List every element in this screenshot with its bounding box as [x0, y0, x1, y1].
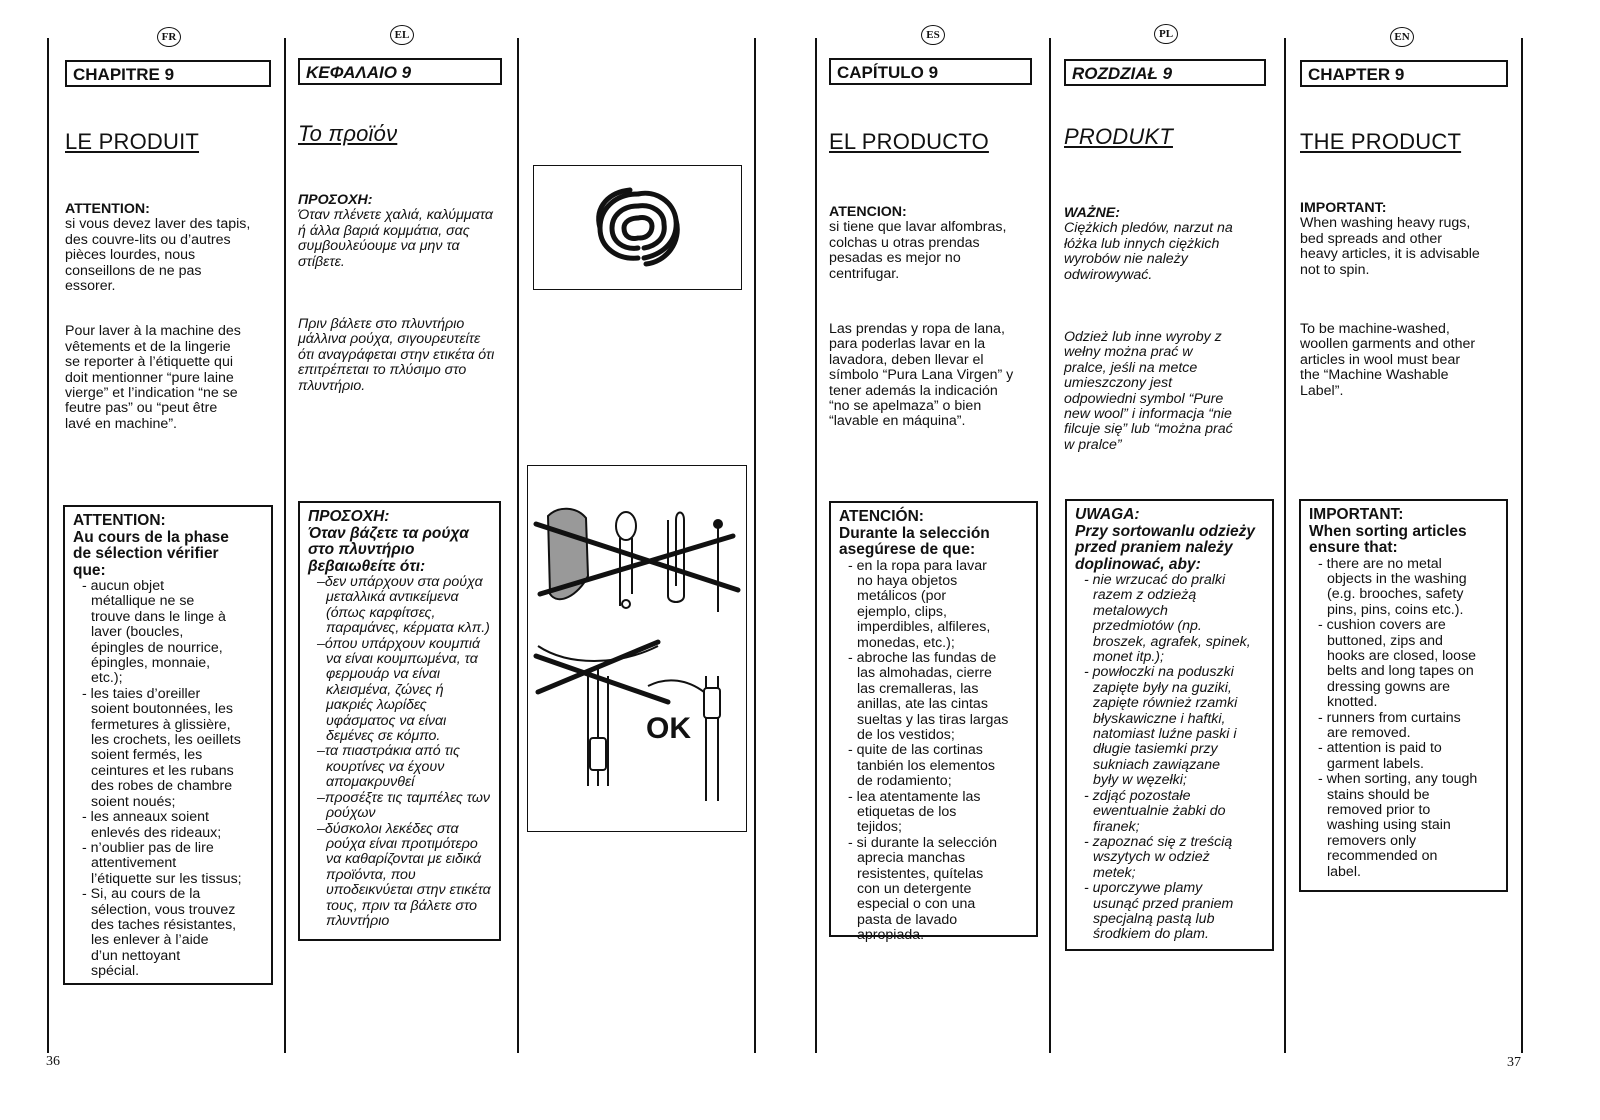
- attention-label: ΠΡΟΣΟΧΗ:: [298, 192, 373, 208]
- attention-label: WAŻNE:: [1064, 205, 1120, 221]
- list-item: - uporczywe plamy usunąć przed praniem specjalną pastą lub środkiem do plam.: [1075, 881, 1264, 943]
- column-es: [829, 58, 1039, 430]
- wool-text: Odzież lub inne wyroby z wełny można prać w pralce, jeśli na metce umieszczony jest odpowiedni symbol “Pure new wool” i informacja “nie filcuje się” lub “można prać w pralce”: [1064, 329, 1233, 453]
- chapter-heading: CHAPITRE 9: [65, 60, 271, 87]
- list-item: - nie wrzucać do pralki razem z odzieżą metalowych przedmiotów (np. broszek, agrafek, spinek, monet itp.);: [1075, 573, 1264, 665]
- list-item: - en la ropa para lavar no haya objetos metálicos (por ejemplo, clips, imperdibles, alfileres, monedas, etc.);: [839, 559, 1028, 651]
- attention-box-es: [829, 501, 1038, 944]
- section-title: LE PRODUIT: [65, 129, 200, 154]
- box-heading: ATTENTION: Au cours de la phase de sélection vérifier que:: [73, 512, 229, 579]
- section-title: Το προϊόν: [298, 121, 398, 146]
- column-divider: [47, 38, 49, 1053]
- column-divider: [1284, 38, 1286, 1053]
- attention-box-pl: [1065, 499, 1274, 951]
- objects-figure: [527, 465, 747, 832]
- attention-label: ATENCION:: [829, 204, 907, 220]
- list-item: - when sorting, any tough stains should be removed prior to washing using stain removers only recommended on label.: [1309, 772, 1498, 880]
- list-item: - there are no metal objects in the washing (e.g. brooches, safety pins, pins, coins etc.).: [1309, 557, 1498, 619]
- woolmark-icon: [534, 166, 743, 291]
- list-item: - zdjąć pozostałe ewentualnie żabki do firanek;: [1075, 789, 1264, 835]
- wool-text: Πριν βάλετε στο πλυντήριο μάλλινα ρούχα, σιγουρευτείτε ότι αναγράφεται στην ετικέτα ότι επιτρέπεται το πλύσιμο στο πλυντήριο.: [298, 316, 495, 394]
- checklist: [1309, 557, 1498, 881]
- wool-text: To be machine-washed, woollen garments and other articles in wool must bear the “Machine Washable Label”.: [1300, 321, 1476, 399]
- list-item: – όπου υπάρχουν κουμπιά να είναι κουμπωμένα, τα φερμουάρ να είναι κλεισμένα, ζώνες ή μακριές λωρίδες υφάσματος να είναι δεμένες σε κόμπο.: [308, 637, 491, 745]
- page-number-left: 36: [46, 1054, 60, 1069]
- wool-text: Las prendas y ropa de lana, para poderlas lavar en la lavadora, deben llevar el símbolo “Pura Lana Virgen” y tener además la indicación “no se apelmaza” o bien “lavable en máquina”.: [829, 321, 1014, 430]
- attention-label: ATTENTION:: [65, 201, 150, 217]
- column-el: [298, 58, 508, 394]
- list-item: - aucun objet métallique ne se trouve dans le linge à laver (boucles, épingles de nourrice, épingles, monnaie, etc.);: [73, 579, 263, 687]
- list-item: – προσέξτε τις ταμπέλες των ρούχων: [308, 791, 491, 822]
- attention-text: Ciężkich pledów, narzut na łóżka lub innych ciężkich wyrobów nie należy odwirowywać.: [1064, 220, 1233, 283]
- woolmark-figure: [533, 165, 742, 290]
- section-title: THE PRODUCT: [1300, 129, 1462, 154]
- checklist: [73, 579, 263, 980]
- chapter-heading: ROZDZIAŁ 9: [1064, 59, 1266, 86]
- chapter-heading: CHAPTER 9: [1300, 60, 1508, 87]
- column-divider: [517, 38, 519, 1053]
- column-divider: [1521, 38, 1523, 1053]
- language-badge-es: ES: [921, 25, 945, 45]
- list-item: - zapoznać się z treścią wszytych w odzież metek;: [1075, 835, 1264, 881]
- chapter-heading: CAPÍTULO 9: [829, 58, 1032, 85]
- ok-label: OK: [646, 712, 691, 745]
- attention-label: IMPORTANT:: [1300, 200, 1387, 216]
- column-divider: [754, 38, 756, 1053]
- list-item: - powłoczki na poduszki zapięte były na guziki, zapięte również rzamki błyskawiczne i haftki, natomiast luźne paski i długie tasiemki przy sukniach zawiązane były w węzełki;: [1075, 665, 1264, 788]
- language-badge-pl: PL: [1154, 24, 1178, 44]
- language-badge-fr: FR: [157, 27, 181, 47]
- metal-objects-crossed-icon: [528, 466, 748, 833]
- section-title: PRODUKT: [1064, 124, 1173, 149]
- list-item: - Si, au cours de la sélection, vous trouvez des taches résistantes, les enlever à l’aide d’un nettoyant spécial.: [73, 887, 263, 979]
- page-number-right: 37: [1507, 1055, 1521, 1070]
- list-item: - runners from curtains are removed.: [1309, 711, 1498, 742]
- list-item: - n’oublier pas de lire attentivement l’étiquette sur les tissus;: [73, 841, 263, 887]
- list-item: - cushion covers are buttoned, zips and hooks are closed, loose belts and long tapes on dressing gowns are knotted.: [1309, 618, 1498, 710]
- list-item: - si durante la selección aprecia manchas resistentes, quítelas con un detergente especial o con una pasta de lavado apropiada.: [839, 836, 1028, 944]
- list-item: – δύσκολοι λεκέδες στα ρούχα είναι προτιμότερο να καθαρίζονται με ειδικά προϊόντα, που υποδεικνύεται στην ετικέτα τους, πριν τα βάλετε στο πλυντήριο: [308, 822, 491, 930]
- column-divider: [1049, 38, 1051, 1053]
- box-heading: UWAGA: Przy sortowanlu odzieży przed praniem należy doplinować, aby:: [1075, 506, 1256, 573]
- checklist: [839, 559, 1028, 944]
- checklist: [308, 575, 491, 929]
- chapter-heading: ΚΕΦΑΛΑΙΟ 9: [298, 58, 502, 85]
- list-item: - abroche las fundas de las almohadas, cierre las cremalleras, las anillas, ate las cintas sueltas y las tiras largas de los vestidos;: [839, 651, 1028, 743]
- column-en: [1300, 60, 1510, 399]
- list-item: - attention is paid to garment labels.: [1309, 741, 1498, 772]
- attention-box-el: [298, 501, 501, 941]
- list-item: - les taies d’oreiller soient boutonnées, les fermetures à glissière, les crochets, les oeillets soient fermés, les ceintures et les rubans des robes de chambre soient noués;: [73, 687, 263, 810]
- language-badge-el: EL: [390, 25, 414, 45]
- list-item: - lea atentamente las etiquetas de los tejidos;: [839, 790, 1028, 836]
- list-item: – δεν υπάρχουν στα ρούχα μεταλλικά αντικείμενα (όπως καρφίτσες, παραμάνες, κέρματα κλπ.): [308, 575, 491, 637]
- checklist: [1075, 573, 1264, 943]
- box-heading: ΠΡΟΣΟΧΗ: Όταν βάζετε τα ρούχα στο πλυντήριο βεβαιωθείτε ότι:: [308, 508, 469, 575]
- attention-text: When washing heavy rugs, bed spreads and other heavy articles, it is advisable not to spin.: [1300, 215, 1480, 278]
- language-badge-en: EN: [1390, 27, 1414, 47]
- box-heading: ATENCIÓN: Durante la selección asegúrese de que:: [839, 508, 990, 558]
- column-fr: [65, 60, 275, 432]
- list-item: – τα πιαστράκια από τις κουρτίνες να έχουν απομακρυνθεί: [308, 744, 491, 790]
- column-pl: [1064, 59, 1274, 453]
- attention-box-fr: [63, 505, 273, 985]
- attention-text: si tiene que lavar alfombras, colchas u otras prendas pesadas es mejor no centrifugar.: [829, 219, 1007, 282]
- list-item: - les anneaux soient enlevés des rideaux;: [73, 810, 263, 841]
- box-heading: IMPORTANT: When sorting articles ensure that:: [1309, 506, 1467, 556]
- column-divider: [284, 38, 286, 1053]
- attention-text: Όταν πλένετε χαλιά, καλύμματα ή άλλα βαριά κομμάτια, σας συμβουλεύουμε να μην τα στίβετε.: [298, 207, 493, 270]
- wool-text: Pour laver à la machine des vêtements et de la lingerie se reporter à l’étiquette qui doit mentionner “pure laine vierge” et l’indication “ne se feutre pas” ou “peut être lavé en machine”.: [65, 323, 241, 432]
- section-title: EL PRODUCTO: [829, 129, 989, 154]
- attention-box-en: [1299, 499, 1508, 892]
- attention-text: si vous devez laver des tapis, des couvre-lits ou d’autres pièces lourdes, nous conseillons de ne pas essorer.: [65, 216, 251, 295]
- list-item: - quite de las cortinas tanbién los elementos de rodamiento;: [839, 743, 1028, 789]
- column-divider: [815, 38, 817, 1053]
